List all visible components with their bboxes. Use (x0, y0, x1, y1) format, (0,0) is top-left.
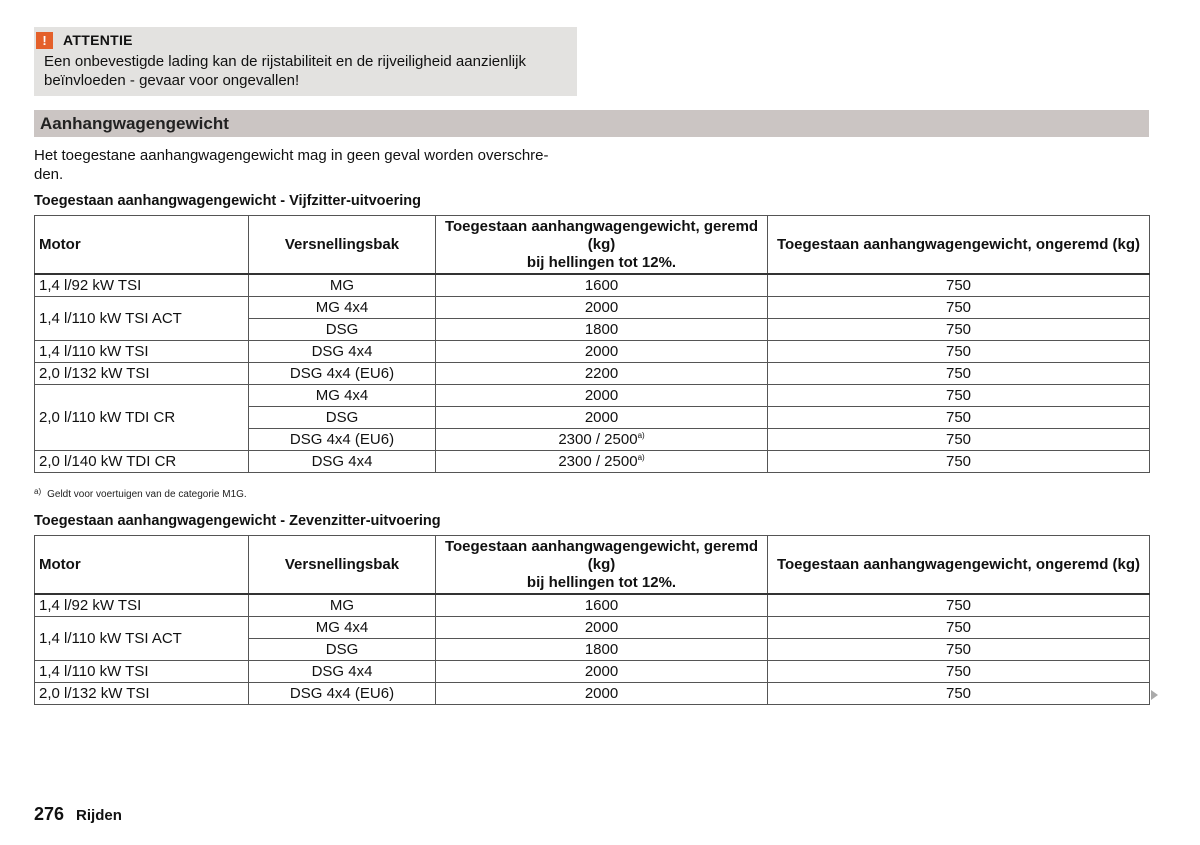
cell-unbraked: 750 (768, 407, 1150, 429)
header-braked-line2: (kg) (587, 555, 616, 573)
cell-gearbox: DSG 4x4 (249, 661, 436, 683)
table-row (35, 451, 1150, 473)
header-braked (436, 536, 768, 595)
cell-braked: 1600 (436, 274, 768, 297)
table-row (35, 297, 1150, 319)
header-gearbox: Versnellingsbak (249, 536, 436, 595)
footnote (34, 489, 247, 500)
braked-value: 2300 / 2500 (558, 453, 638, 470)
header-motor: Motor (35, 216, 249, 275)
warning-box (34, 27, 577, 96)
table1-caption: Toegestaan aanhangwagengewicht - Vijfzitter-uitvoering (34, 193, 421, 209)
cell-braked: 2000 (436, 617, 768, 639)
cell-braked: 2000 (436, 661, 768, 683)
cell-motor: 2,0 l/140 kW TDI CR (35, 451, 249, 473)
cell-braked (436, 429, 768, 451)
page-footer (34, 804, 122, 825)
cell-braked (436, 451, 768, 473)
section-heading: Aanhangwagengewicht (34, 110, 1149, 137)
warning-line-1: Een onbevestigde lading kan de rijstabiliteit en de rijveiligheid aanzienlijk (44, 53, 526, 70)
intro-line-1: Het toegestane aanhangwagengewicht mag in geen geval worden overschre- (34, 147, 549, 164)
cell-braked: 2200 (436, 363, 768, 385)
cell-motor: 1,4 l/92 kW TSI (35, 594, 249, 617)
header-braked-line3: bij hellingen tot 12%. (526, 253, 677, 271)
cell-motor: 1,4 l/110 kW TSI (35, 341, 249, 363)
cell-motor: 2,0 l/110 kW TDI CR (35, 385, 249, 451)
footnote-ref: a) (637, 431, 645, 440)
cell-motor: 1,4 l/110 kW TSI (35, 661, 249, 683)
cell-gearbox: DSG 4x4 (249, 341, 436, 363)
table-row (35, 385, 1150, 407)
table2-caption: Toegestaan aanhangwagengewicht - Zevenzitter-uitvoering (34, 513, 441, 529)
footnote-ref: a) (637, 453, 645, 462)
footnote-mark: a) (34, 487, 42, 496)
cell-motor: 2,0 l/132 kW TSI (35, 683, 249, 705)
cell-unbraked: 750 (768, 274, 1150, 297)
intro-paragraph (34, 146, 594, 184)
cell-gearbox: DSG (249, 639, 436, 661)
cell-motor: 1,4 l/110 kW TSI ACT (35, 617, 249, 661)
table-row (35, 274, 1150, 297)
header-braked-line1: Toegestaan aanhangwagengewicht, geremd (444, 537, 759, 555)
cell-gearbox: DSG 4x4 (249, 451, 436, 473)
page-number: 276 (34, 804, 65, 824)
cell-unbraked: 750 (768, 617, 1150, 639)
table-row (35, 594, 1150, 617)
warning-text (44, 52, 567, 90)
cell-gearbox: DSG (249, 319, 436, 341)
header-braked-line1: Toegestaan aanhangwagengewicht, geremd (444, 217, 759, 235)
cell-braked: 2000 (436, 407, 768, 429)
cell-braked: 1800 (436, 639, 768, 661)
cell-gearbox: DSG (249, 407, 436, 429)
cell-braked: 1800 (436, 319, 768, 341)
footnote-text: Geldt voor voertuigen van de categorie M1G. (47, 489, 247, 500)
cell-unbraked: 750 (768, 297, 1150, 319)
table-row (35, 363, 1150, 385)
cell-unbraked: 750 (768, 341, 1150, 363)
table-header-row (35, 216, 1150, 275)
cell-braked: 1600 (436, 594, 768, 617)
cell-gearbox: DSG 4x4 (EU6) (249, 429, 436, 451)
header-motor: Motor (35, 536, 249, 595)
header-braked-line3: bij hellingen tot 12%. (526, 573, 677, 591)
braked-value: 2300 / 2500 (558, 431, 638, 448)
intro-line-2: den. (34, 166, 64, 183)
chapter-title: Rijden (76, 807, 122, 824)
cell-unbraked: 750 (768, 661, 1150, 683)
header-unbraked: Toegestaan aanhangwagengewicht, ongeremd (kg) (768, 536, 1150, 595)
cell-unbraked: 750 (768, 451, 1150, 473)
cell-braked: 2000 (436, 683, 768, 705)
continue-arrow-icon (1151, 690, 1158, 700)
cell-braked: 2000 (436, 385, 768, 407)
cell-unbraked: 750 (768, 683, 1150, 705)
table-row (35, 683, 1150, 705)
table-row (35, 661, 1150, 683)
cell-unbraked: 750 (768, 429, 1150, 451)
cell-braked: 2000 (436, 341, 768, 363)
cell-unbraked: 750 (768, 319, 1150, 341)
header-braked (436, 216, 768, 275)
cell-gearbox: MG 4x4 (249, 297, 436, 319)
cell-gearbox: DSG 4x4 (EU6) (249, 683, 436, 705)
cell-gearbox: DSG 4x4 (EU6) (249, 363, 436, 385)
warning-line-2: beïnvloeden - gevaar voor ongevallen! (44, 72, 300, 89)
cell-unbraked: 750 (768, 385, 1150, 407)
warning-title: ATTENTIE (63, 32, 133, 48)
table-row (35, 341, 1150, 363)
warning-header (44, 30, 567, 50)
cell-gearbox: MG (249, 274, 436, 297)
table-header-row (35, 536, 1150, 595)
cell-gearbox: MG 4x4 (249, 385, 436, 407)
header-gearbox: Versnellingsbak (249, 216, 436, 275)
cell-unbraked: 750 (768, 594, 1150, 617)
cell-motor: 1,4 l/110 kW TSI ACT (35, 297, 249, 341)
cell-braked: 2000 (436, 297, 768, 319)
cell-motor: 1,4 l/92 kW TSI (35, 274, 249, 297)
cell-unbraked: 750 (768, 363, 1150, 385)
table-row (35, 617, 1150, 639)
exclamation-icon: ! (36, 32, 53, 49)
cell-gearbox: MG (249, 594, 436, 617)
header-unbraked: Toegestaan aanhangwagengewicht, ongeremd (kg) (768, 216, 1150, 275)
table-five-seater (34, 215, 1150, 473)
table-seven-seater (34, 535, 1150, 705)
cell-unbraked: 750 (768, 639, 1150, 661)
header-braked-line2: (kg) (587, 235, 616, 253)
cell-gearbox: MG 4x4 (249, 617, 436, 639)
cell-motor: 2,0 l/132 kW TSI (35, 363, 249, 385)
